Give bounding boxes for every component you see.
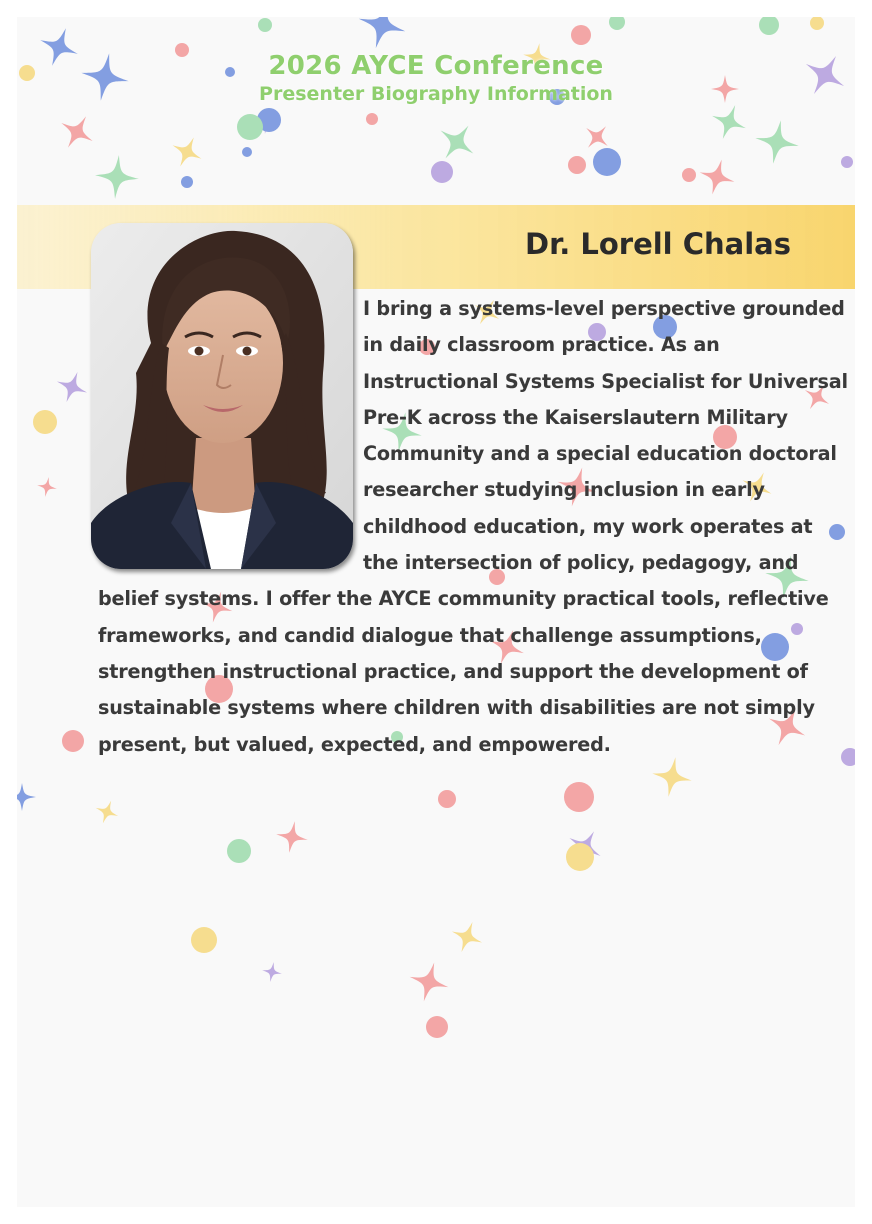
presenter-name: Dr. Lorell Chalas bbox=[525, 227, 791, 261]
photo-wrap-spacer bbox=[98, 291, 363, 579]
bio-text: I bring a systems-level perspective grounded in daily classroom practice. As an Instructional Systems Specialist for Universal Pre-K across the Kaiserslautern Military Community and a special education doctoral researcher studying inclusion in early childhood education, my work operates at the intersection of policy, pedagogy, and belief systems. I offer the AYCE community practical tools, reflective frameworks, and candid dialogue that challenge assumptions, strengthen instructional practice, and support the development of sustainable systems where children with disabilities are not simply present, but valued, expected, and empowered. bbox=[98, 297, 848, 756]
conference-subtitle: Presenter Biography Information bbox=[259, 83, 613, 105]
presenter-bio bbox=[98, 291, 850, 763]
biography-page bbox=[17, 17, 855, 1207]
conference-title: 2026 AYCE Conference bbox=[268, 51, 604, 81]
page-header bbox=[17, 51, 855, 105]
